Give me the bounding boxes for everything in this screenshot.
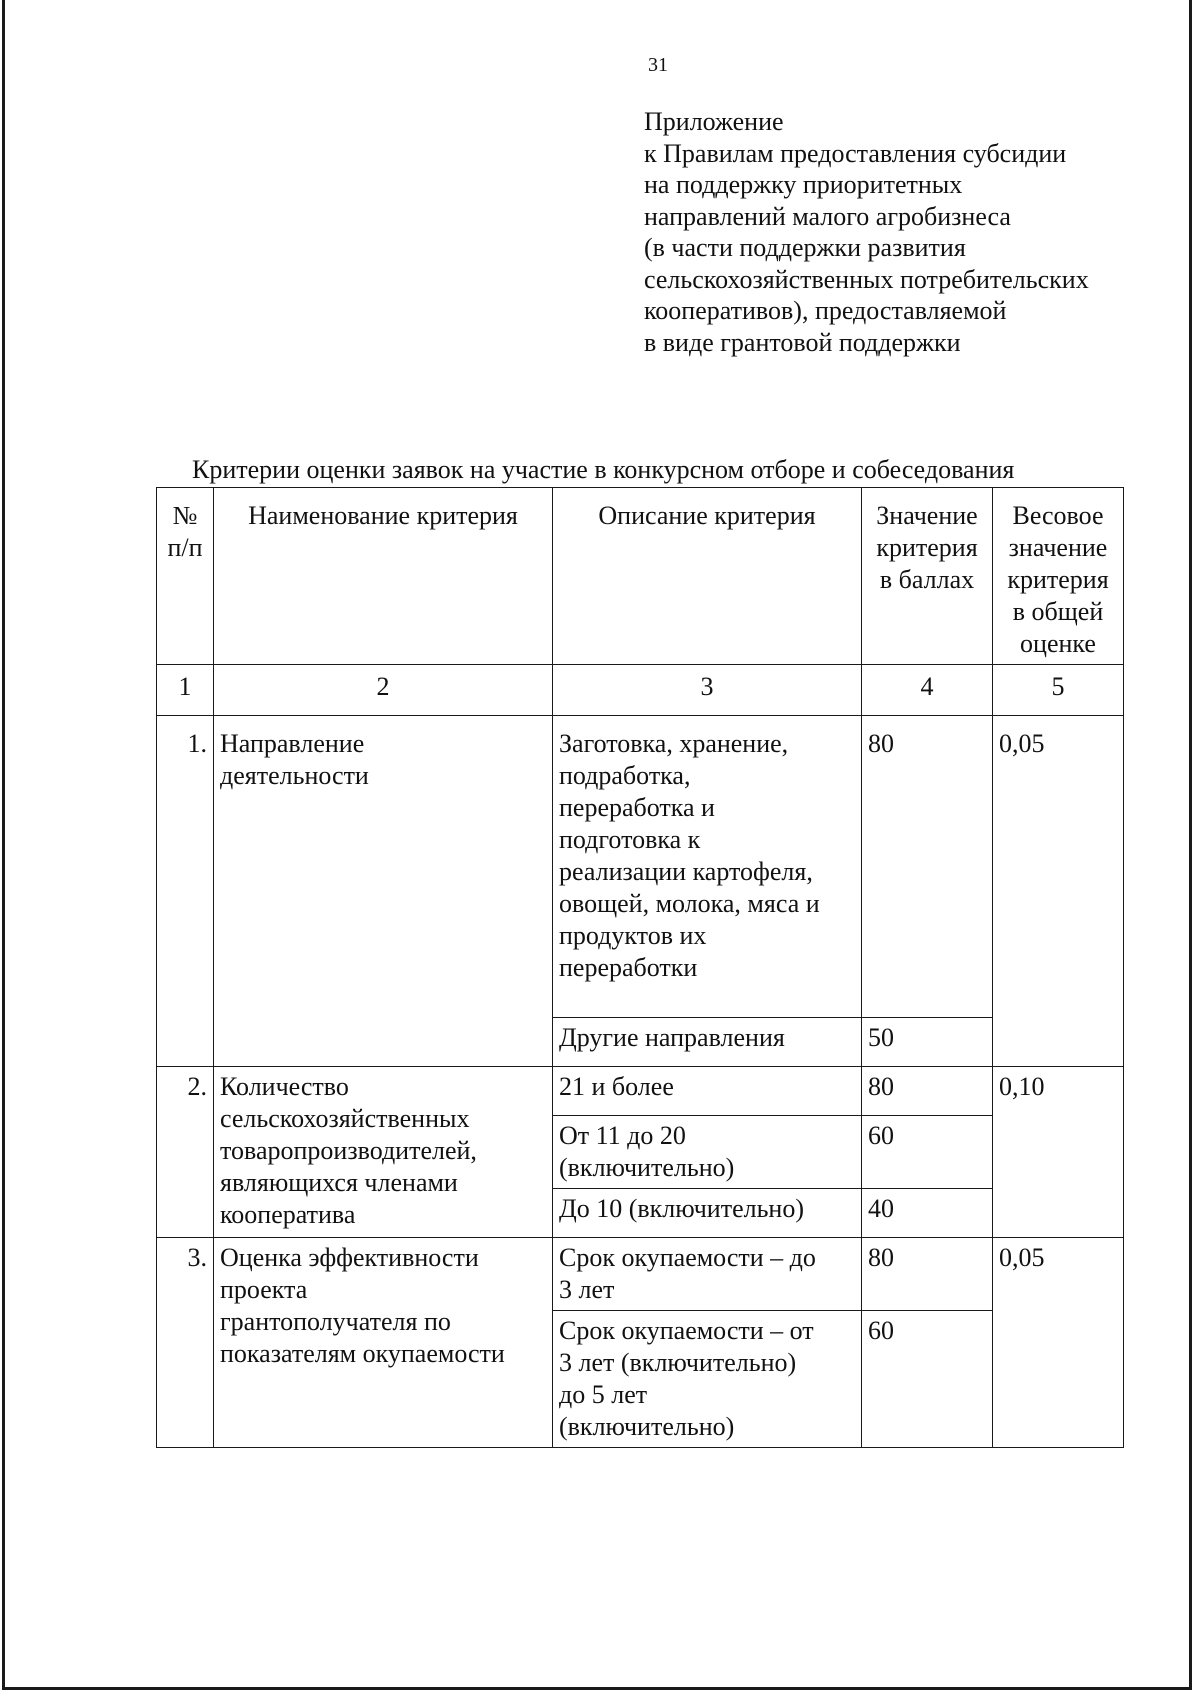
criterion-description [553, 716, 862, 1018]
criterion-name-line: показателям окупаемости [220, 1339, 505, 1368]
criterion-name [214, 1238, 553, 1448]
header-weight-line: в общей [1012, 597, 1104, 626]
criterion-name-line: Направление [220, 729, 365, 758]
header-value-line: Значение [876, 501, 978, 530]
appendix-line: в виде грантовой поддержки [644, 327, 961, 357]
criterion-description [553, 1311, 862, 1448]
criterion-name-line: товаропроизводителей, [220, 1136, 477, 1165]
appendix-line: (в части поддержки развития [644, 233, 966, 262]
header-num [157, 488, 214, 665]
criterion-value: 80 [862, 1067, 993, 1116]
criterion-name [214, 1067, 553, 1238]
header-value [862, 488, 993, 665]
criterion-name-line: грантополучателя по [220, 1307, 451, 1336]
criterion-name-line: являющихся членами [220, 1168, 458, 1197]
header-value-line: критерия [876, 533, 978, 562]
header-weight-line: значение [1008, 533, 1108, 562]
header-weight-line: Весовое [1012, 501, 1104, 530]
description-line: От 11 до 20 [559, 1121, 686, 1150]
criterion-name-line: проекта [220, 1275, 308, 1304]
description-line: (включительно) [559, 1153, 735, 1182]
criterion-name-line: деятельности [220, 761, 369, 790]
column-number: 5 [993, 665, 1124, 716]
criterion-description [553, 1116, 862, 1189]
row-number: 2. [157, 1067, 214, 1238]
description-line: продуктов их [559, 921, 707, 950]
criterion-weight: 0,10 [993, 1067, 1124, 1238]
description-line: (включительно) [559, 1412, 735, 1441]
column-number: 2 [214, 665, 553, 716]
page-number: 31 [648, 54, 668, 76]
column-number: 1 [157, 665, 214, 716]
criterion-value: 50 [862, 1018, 993, 1067]
appendix-line: направлений малого агробизнеса [644, 201, 1011, 231]
criterion-value: 40 [862, 1189, 993, 1238]
criterion-description: До 10 (включительно) [553, 1189, 862, 1238]
header-weight-line: критерия [1007, 565, 1109, 594]
criterion-name-line: кооператива [220, 1200, 356, 1229]
row-number: 3. [157, 1238, 214, 1448]
row-number: 1. [157, 716, 214, 1067]
appendix-line: на поддержку приоритетных [644, 170, 963, 199]
criteria-table [156, 487, 1124, 1448]
header-name: Наименование критерия [214, 488, 553, 665]
table-row [157, 1238, 1124, 1311]
description-line: 3 лет [559, 1275, 615, 1304]
criterion-value: 80 [862, 716, 993, 1018]
criterion-name-line: сельскохозяйственных [220, 1104, 470, 1133]
header-num-line: № [172, 501, 198, 530]
criterion-description: 21 и более [553, 1067, 862, 1116]
criterion-description [553, 1238, 862, 1311]
criterion-name [214, 716, 553, 1067]
description-line: Заготовка, хранение, [559, 729, 789, 758]
appendix-block [644, 106, 1089, 358]
criterion-value: 60 [862, 1116, 993, 1189]
description-line: овощей, молока, мяса и [559, 889, 820, 918]
description-line: переработка и [559, 793, 715, 822]
column-number: 3 [553, 665, 862, 716]
header-weight-line: оценке [1020, 629, 1096, 658]
column-number-row [157, 665, 1124, 716]
header-num-line: п/п [167, 533, 203, 562]
appendix-line: к Правилам предоставления субсидии [644, 138, 1067, 168]
criterion-value: 80 [862, 1238, 993, 1311]
criterion-description: Другие направления [553, 1018, 862, 1067]
description-line: 3 лет (включительно) [559, 1348, 797, 1377]
table-row [157, 716, 1124, 1018]
header-weight [993, 488, 1124, 665]
description-line: переработки [559, 953, 698, 982]
criterion-name-line: Количество [220, 1072, 349, 1101]
table-header-row [157, 488, 1124, 665]
table-title: Критерии оценки заявок на участие в конкурсном отборе и собеседования [192, 455, 1015, 484]
description-line: Срок окупаемости – от [559, 1316, 814, 1345]
description-line: подработка, [559, 761, 691, 790]
criterion-name-line: Оценка эффективности [220, 1243, 479, 1272]
header-value-line: в баллах [879, 565, 975, 594]
description-line: Срок окупаемости – до [559, 1243, 816, 1272]
appendix-line: кооперативов), предоставляемой [644, 296, 1007, 325]
column-number: 4 [862, 665, 993, 716]
description-line: подготовка к [559, 825, 701, 854]
appendix-line: Приложение [644, 107, 784, 136]
criterion-weight: 0,05 [993, 1238, 1124, 1448]
criterion-value: 60 [862, 1311, 993, 1448]
description-line: до 5 лет [559, 1380, 648, 1409]
description-line: реализации картофеля, [559, 857, 813, 886]
appendix-line: сельскохозяйственных потребительских [644, 264, 1089, 294]
table-row [157, 1067, 1124, 1116]
header-description: Описание критерия [553, 488, 862, 665]
criterion-weight: 0,05 [993, 716, 1124, 1067]
